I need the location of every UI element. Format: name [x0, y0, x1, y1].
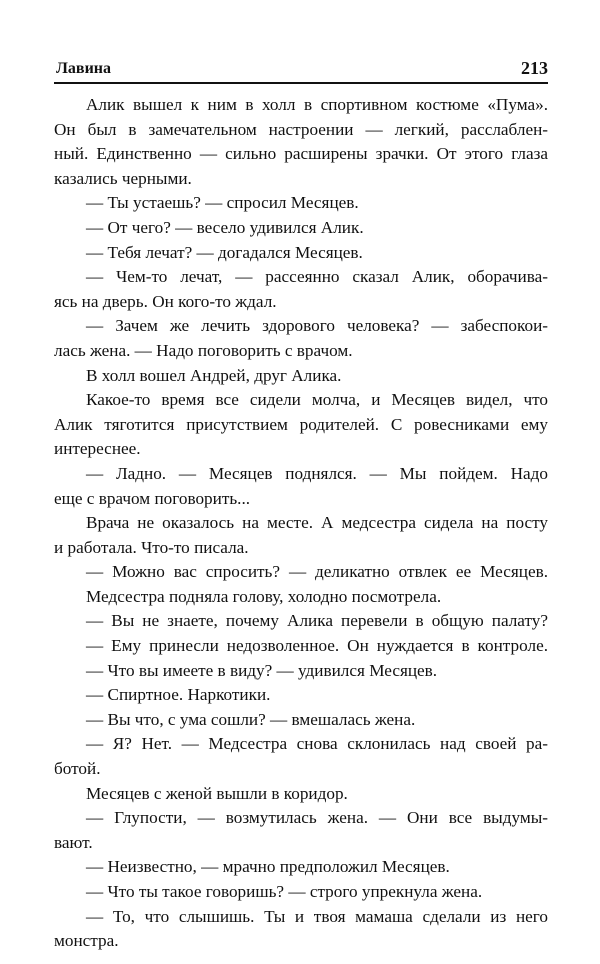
text-line: — Зачем же лечить здорового человека? — забеспокои-: [86, 316, 548, 336]
text-line: В холл вошел Андрей, друг Алика.: [86, 365, 342, 385]
text-line: и работала. Что-то писала.: [54, 537, 249, 557]
text-line: Он был в замечательном настроении — легкий, расслаблен-: [54, 119, 548, 139]
text-line: Алик тяготится присутствием родителей. С ровесниками ему: [54, 414, 548, 434]
text-line: — Что ты такое говоришь? — строго упрекнула жена.: [86, 882, 483, 901]
text-line: ный. Единственно — сильно расширены зрачки. От этого глаза: [54, 144, 548, 164]
page-number: 213: [521, 58, 548, 78]
header-rule: [54, 82, 548, 84]
text-line: — Спиртное. Наркотики.: [86, 685, 271, 705]
text-line: — Что вы имеете в виду? — удивился Месяцев.: [86, 660, 438, 680]
text-line: — Чем-то лечат, — рассеянно сказал Алик, оборачива-: [86, 267, 548, 287]
text-line: ботой.: [54, 759, 101, 779]
body-text: [54, 93, 548, 954]
text-line: Медсестра подняла голову, холодно посмотрела.: [86, 586, 442, 606]
text-line: Месяцев с женой вышли в коридор.: [86, 783, 348, 803]
text-line: — То, что слышишь. Ты и твоя мамаша сделали из него: [86, 906, 548, 926]
text-line: — Вы не знаете, почему Алика перевели в общую палату?: [86, 611, 548, 631]
text-line: ясь на дверь. Он кого-то ждал.: [54, 291, 277, 311]
text-line: вают.: [54, 832, 93, 852]
text-line: — Ему принесли недозволенное. Он нуждается в контроле.: [86, 636, 548, 656]
text-line: Какое-то время все сидели молча, и Месяцев видел, что: [86, 390, 548, 410]
text-line: — Я? Нет. — Медсестра снова склонилась над своей ра-: [86, 734, 548, 754]
text-line: — Вы что, с ума сошли? — вмешалась жена.: [86, 709, 416, 729]
text-line: — Ладно. — Месяцев поднялся. — Мы пойдем. Надо: [86, 463, 548, 483]
text-line: — Глупости, — возмутилась жена. — Они все выдумы-: [86, 808, 548, 828]
text-line: еще с врачом поговорить...: [54, 488, 251, 508]
text-line: монстра.: [54, 931, 119, 951]
text-line: казались черными.: [54, 168, 192, 188]
chapter-title: Лавина: [56, 60, 111, 77]
text-line: — Можно вас спросить? — деликатно отвлек ее Месяцев.: [86, 562, 548, 582]
text-line: Врача не оказалось на месте. А медсестра сидела на посту: [86, 513, 548, 533]
text-line: Алик вышел к ним в холл в спортивном костюме «Пума».: [86, 95, 548, 114]
text-line: интереснее.: [54, 439, 141, 459]
text-line: — От чего? — весело удивился Алик.: [86, 217, 364, 237]
text-line: лась жена. — Надо поговорить с врачом.: [54, 340, 353, 360]
text-line: — Неизвестно, — мрачно предположил Месяцев.: [86, 857, 450, 877]
text-line: — Ты устаешь? — спросил Месяцев.: [86, 193, 359, 213]
text-line: — Тебя лечат? — догадался Месяцев.: [86, 242, 363, 262]
running-header: [54, 58, 548, 80]
